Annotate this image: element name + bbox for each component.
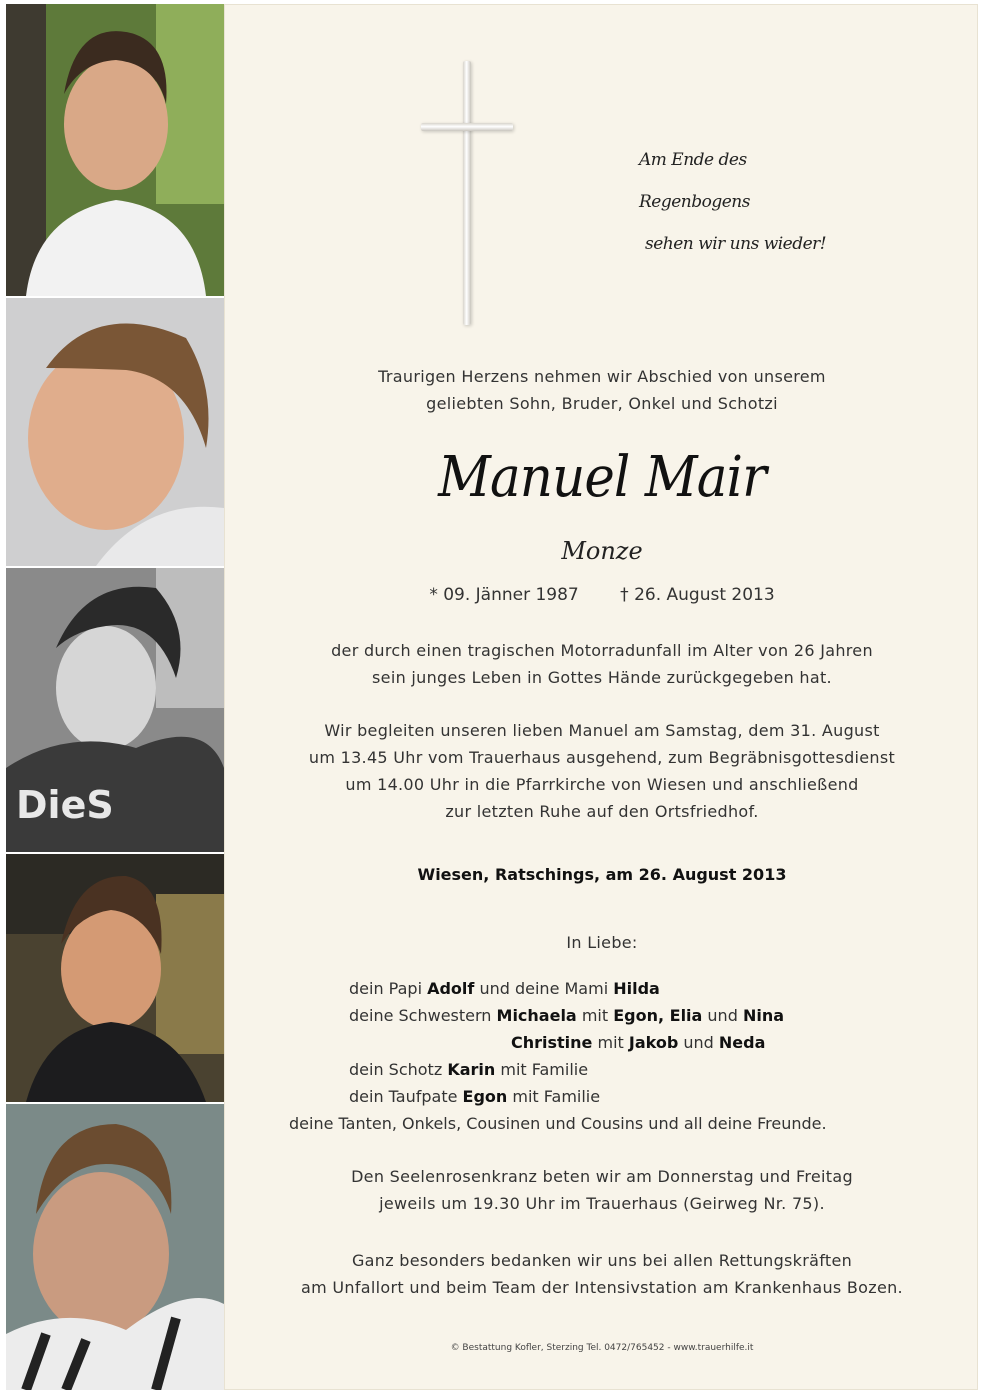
family-row-sisters: deine Schwestern Michaela mit Egon, Elia und Nina — [349, 1006, 784, 1025]
family-list — [289, 975, 949, 1137]
accident-line-1: der durch einen tragischen Motorradunfall im Alter von 26 Jahren — [331, 641, 873, 660]
family-row-partner: dein Schotz Karin mit Familie — [349, 1060, 589, 1079]
thanks-line-1: Ganz besonders bedanken wir uns bei allen Rettungskräften — [351, 1251, 853, 1270]
family-row-christine: Christine mit Jakob und Neda — [511, 1033, 766, 1052]
thanks-line-2: am Unfallort und beim Team der Intensivstation am Krankenhaus Bozen. — [301, 1278, 903, 1297]
birth-date: * 09. Jänner 1987 — [429, 585, 579, 605]
intro-line-1: Traurigen Herzens nehmen wir Abschied von unserem — [378, 367, 826, 386]
rosary-line-1: Den Seelenrosenkranz beten wir am Donnerstag und Freitag — [351, 1167, 853, 1186]
motto-line-1: Am Ende des Regenbogens — [639, 150, 750, 212]
portrait-photo-5 — [6, 1104, 224, 1390]
photo-column — [6, 4, 224, 1390]
nickname: Monze — [561, 537, 643, 565]
in-love-heading: In Liebe: — [566, 933, 638, 952]
life-dates — [225, 585, 979, 605]
motto-line-2: sehen wir uns wieder! — [645, 234, 827, 254]
portrait-photo-2 — [6, 298, 224, 566]
intro-line-2: geliebten Sohn, Bruder, Onkel und Schotzi — [426, 394, 778, 413]
portrait-photo-3 — [6, 568, 224, 852]
family-row-godfather: dein Taufpate Egon mit Familie — [349, 1087, 601, 1106]
death-date: † 26. August 2013 — [620, 585, 775, 605]
accident-line-2: sein junges Leben in Gottes Hände zurückgegeben hat. — [372, 668, 832, 687]
place-date: Wiesen, Ratschings, am 26. August 2013 — [417, 865, 787, 884]
motto — [639, 139, 849, 265]
cross-icon — [421, 61, 513, 325]
family-row-parents: dein Papi Adolf und deine Mami Hilda — [349, 979, 660, 998]
obituary-card — [224, 4, 978, 1390]
funeral-line-3: um 14.00 Uhr in die Pfarrkirche von Wiesen und anschließend — [345, 775, 859, 794]
funeral-line-1: Wir begleiten unseren lieben Manuel am Samstag, dem 31. August — [324, 721, 880, 740]
family-row-relatives: deine Tanten, Onkels, Cousinen und Cousins und all deine Freunde. — [289, 1114, 827, 1133]
svg-text:DieS: DieS — [16, 783, 114, 827]
portrait-photo-4 — [6, 854, 224, 1102]
deceased-name: Manuel Mair — [438, 445, 766, 510]
funeral-line-4: zur letzten Ruhe auf den Ortsfriedhof. — [445, 802, 759, 821]
funeral-line-2: um 13.45 Uhr vom Trauerhaus ausgehend, zum Begräbnisgottesdienst — [308, 748, 896, 767]
footer-credit: © Bestattung Kofler, Sterzing Tel. 0472/765452 - www.trauerhilfe.it — [450, 1343, 754, 1353]
rosary-line-2: jeweils um 19.30 Uhr im Trauerhaus (Geirweg Nr. 75). — [379, 1194, 825, 1213]
portrait-photo-1 — [6, 4, 224, 296]
